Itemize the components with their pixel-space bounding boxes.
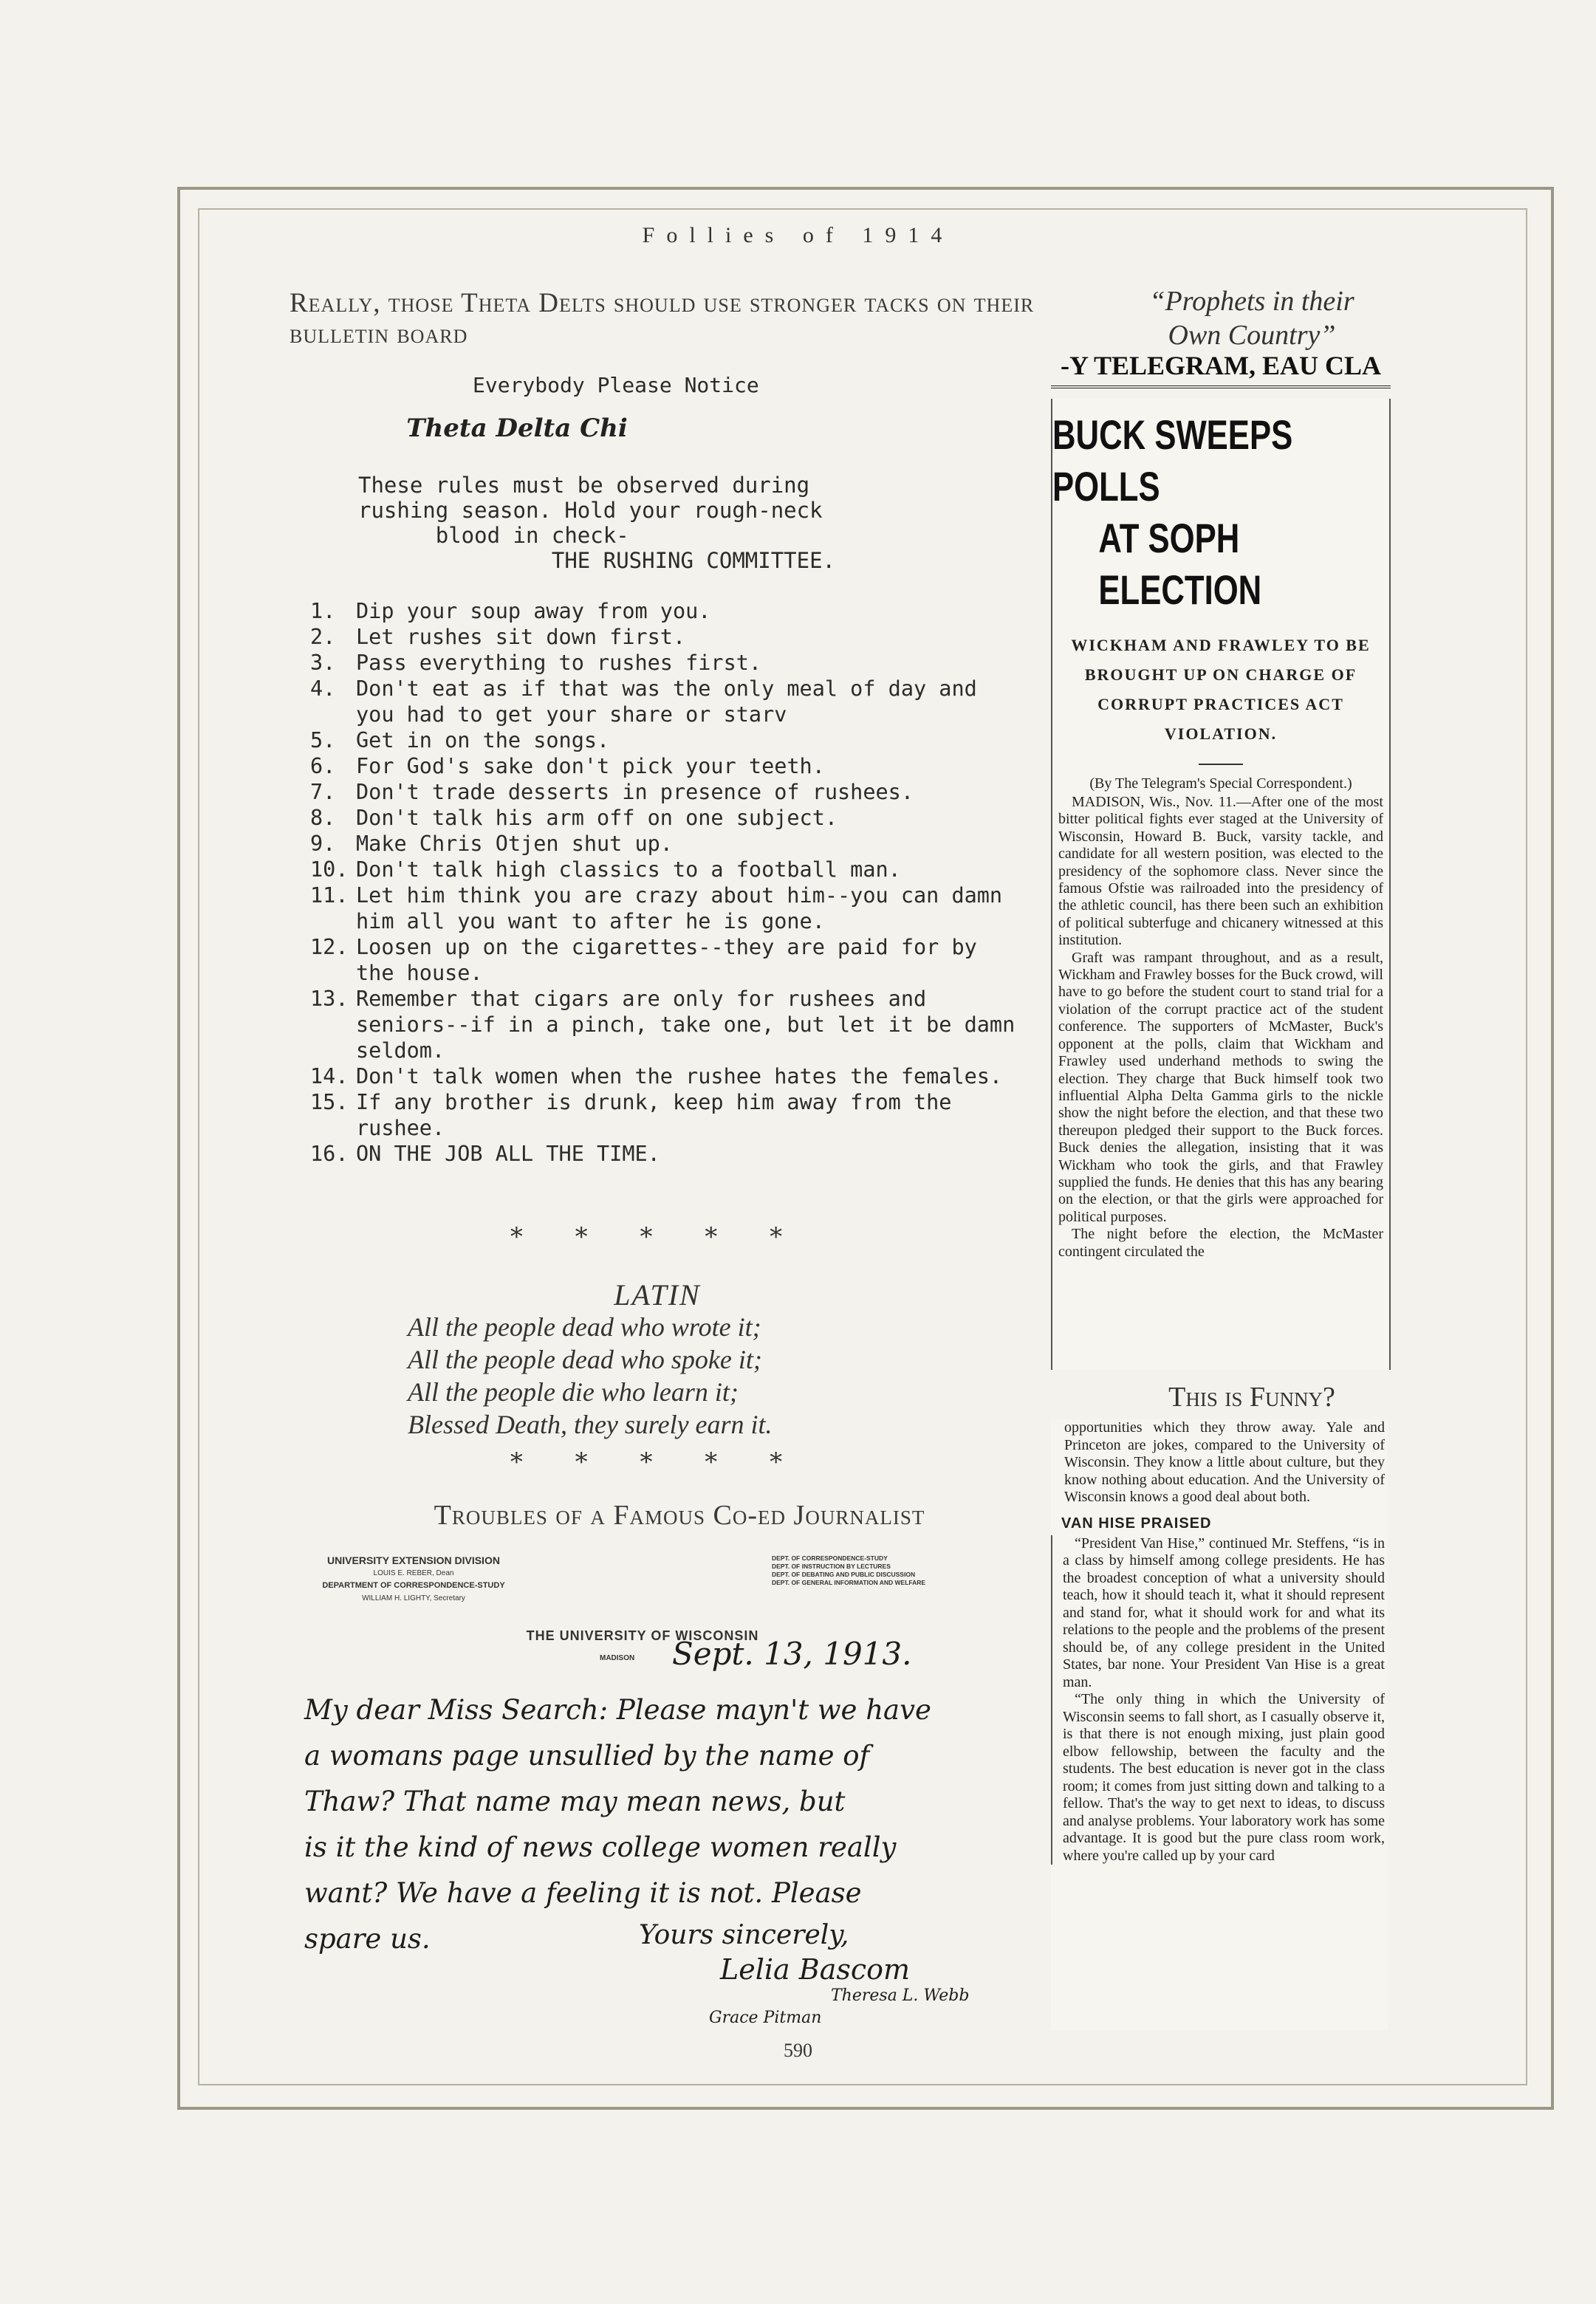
- rule-item: 2. Let rushes sit down first.: [310, 625, 686, 649]
- letter-signature: Lelia Bascom: [720, 1953, 911, 1986]
- letterhead-city: MADISON: [600, 1654, 635, 1662]
- story-paragraph: The night before the election, the McMaster contingent circulated the: [1058, 1226, 1383, 1260]
- latin-poem: [408, 1311, 939, 1441]
- rule-item: 11. Let him think you are crazy about him--you can damn him all you want to after he is gone.: [310, 883, 1003, 933]
- newspaper-clipping: [1051, 1419, 1388, 2031]
- rushing-rules-list: [310, 598, 1019, 1167]
- prophets-heading: “Prophets in their Own Country”: [1149, 286, 1354, 351]
- rule-item: 6. For God's sake don't pick your teeth.: [310, 754, 825, 778]
- funny-heading: This is Funny?: [1168, 1382, 1335, 1413]
- rule-item: 13. Remember that cigars are only for rushees and seniors--if in a pinch, take one, but let it be damn seldom.: [310, 987, 1016, 1063]
- divider: [1199, 764, 1243, 765]
- story-paragraph: “President Van Hise,” continued Mr. Steffens, “is in a class by himself among college presidents. He has the broadest conception of what a university should teach, how it should teach it, what it should represent and stand for, what it should work for and what its relations to the people and the problems of the present should be, of any college president in the United States, bar none. Your President Van Hise is a great man.: [1063, 1535, 1385, 1690]
- clipping-intro: opportunities which they throw away. Yale and Princeton are jokes, compared to the University of Wisconsin. They know a little about culture, but they know nothing about education. And the University of Wisconsin knows a good deal about both.: [1064, 1419, 1385, 1505]
- story-paragraph: Graft was rampant throughout, and as a result, Wickham and Frawley bosses for the Buck crowd, will have to go before the student court to stand trial for a violation of the corrupt practice act of the student conference. The supporters of McMaster, Buck's opponent at the polls, claim that Wickham and Frawley used underhand methods to swing the election. They charge that Buck himself took two influential Alpha Delta Gamma girls to the nickle show the night before the election, and that these two thereupon pledged their support to the Buck forces. Buck denies the allegation, insisting that it was Wickham who took the girls, and that Frawley supplied the funds. He denies that this has any bearing on the election, or that the girls were approached for political purposes.: [1058, 949, 1383, 1225]
- story-paragraph: MADISON, Wis., Nov. 11.—After one of the most bitter political fights ever staged at the University of Wisconsin, Howard B. Buck, varsity tackle, and candidate for all western position, was elected to the presidency of the sophomore class. Never since the famous Ofstie was railroaded into the presidency of the athletic council, has there been such an exhibition of political subterfuge and chicanery witnessed at this institution.: [1058, 794, 1383, 949]
- letter-line: a womans page unsullied by the name of: [304, 1740, 870, 1772]
- clipping-story: [1051, 1535, 1388, 1865]
- newspaper-masthead: -Y TELEGRAM, EAU CLA: [1051, 347, 1391, 388]
- rule-item: 14. Don't talk women when the rushee hates the females.: [310, 1064, 1003, 1088]
- clipping-subhead: VAN HISE PRAISED: [1061, 1515, 1212, 1532]
- rules-intro: These rules must be observed during rushing season. Hold your rough-neck blood in check- THE RUSHING COMMITTEE.: [358, 473, 836, 573]
- byline: (By The Telegram's Special Correspondent.): [1089, 775, 1352, 792]
- troubles-heading: Troubles of a Famous Co-ed Journalist: [434, 1500, 925, 1531]
- latin-title: LATIN: [614, 1278, 701, 1312]
- letter-closing: Yours sincerely,: [639, 1920, 849, 1950]
- rule-item: 5. Get in on the songs.: [310, 728, 610, 752]
- rule-item: 9. Make Chris Otjen shut up.: [310, 832, 673, 856]
- clipping-deck: WICKHAM AND FRAWLEY TO BE BROUGHT UP ON CHARGE OF CORRUPT PRACTICES ACT VIOLATION.: [1071, 636, 1371, 743]
- newspaper-clipping: [1051, 399, 1391, 1370]
- letter-line: want? We have a feeling it is not. Please: [304, 1877, 862, 1909]
- poem-line: All the people die who learn it;: [408, 1377, 739, 1407]
- separator-stars: * * * * *: [510, 1447, 805, 1477]
- rule-item: 10. Don't talk high classics to a football man.: [310, 857, 901, 882]
- letter-line: is it the kind of news college women really: [304, 1831, 897, 1863]
- clipping-story: [1052, 775, 1389, 1261]
- letter-line: My dear Miss Search: Please mayn't we have: [304, 1694, 931, 1726]
- letter-date: Sept. 13, 1913.: [672, 1636, 912, 1672]
- poem-line: All the people dead who wrote it;: [408, 1312, 761, 1342]
- fraternity-name: Theta Delta Chi: [406, 414, 628, 443]
- page-number: 590: [784, 2040, 812, 2061]
- letter-line: Thaw? That name may mean news, but: [304, 1786, 846, 1817]
- rule-item: 1. Dip your soup away from you.: [310, 599, 711, 623]
- theta-delt-heading: Really, those Theta Delts should use stronger tacks on their bulletin board: [290, 288, 1035, 349]
- running-head: Follies of 1914: [642, 223, 954, 247]
- rule-item: 8. Don't talk his arm off on one subject.: [310, 806, 838, 830]
- letter-cosigner: Grace Pitman: [709, 2009, 822, 2027]
- rule-item: 7. Don't trade desserts in presence of rushees.: [310, 780, 914, 804]
- poem-line: Blessed Death, they surely earn it.: [408, 1410, 773, 1439]
- clipping-headline: BUCK SWEEPS POLLS AT SOPH ELECTION: [1052, 411, 1293, 613]
- letterhead-left: UNIVERSITY EXTENSION DIVISION LOUIS E. REBER, Dean DEPARTMENT OF CORRESPONDENCE-STUDY WILLIAM H. LIGHTY, Secretary: [322, 1554, 505, 1602]
- rule-item: 4. Don't eat as if that was the only meal of day and you had to get your share or starv: [310, 676, 977, 727]
- letter-cosigner: Theresa L. Webb: [831, 1986, 970, 2005]
- separator-stars: * * * * *: [510, 1222, 805, 1252]
- rule-item: 12. Loosen up on the cigarettes--they are paid for by the house.: [310, 935, 977, 985]
- poem-line: All the people dead who spoke it;: [408, 1345, 762, 1374]
- letterhead-right: DEPT. OF CORRESPONDENCE-STUDY DEPT. OF INSTRUCTION BY LECTURES DEPT. OF DEBATING AND PUBLIC DISCUSSION DEPT. OF GENERAL INFORMATION AND WELFARE: [772, 1554, 926, 1586]
- rule-item: 15. If any brother is drunk, keep him away from the rushee.: [310, 1090, 952, 1140]
- letter-line: spare us.: [304, 1923, 431, 1955]
- story-paragraph: “The only thing in which the University of Wisconsin seems to fall short, as I casually observe it, is that there is not enough mixing, just plain good elbow fellowship, between the faculty and the students. The best education is never got in the class room; it comes from just sitting down and talking to a fellow. That's the way to get next to ideas, to discuss and analyse problems. Your laboratory work has some advantage. It is good but the pure class room work, where you're called up by your card: [1063, 1691, 1385, 1864]
- university-name: THE UNIVERSITY OF WISCONSIN: [526, 1628, 759, 1643]
- notice-title: Everybody Please Notice: [473, 373, 759, 397]
- rule-item: 3. Pass everything to rushes first.: [310, 651, 762, 675]
- rule-item: 16. ON THE JOB ALL THE TIME.: [310, 1142, 660, 1166]
